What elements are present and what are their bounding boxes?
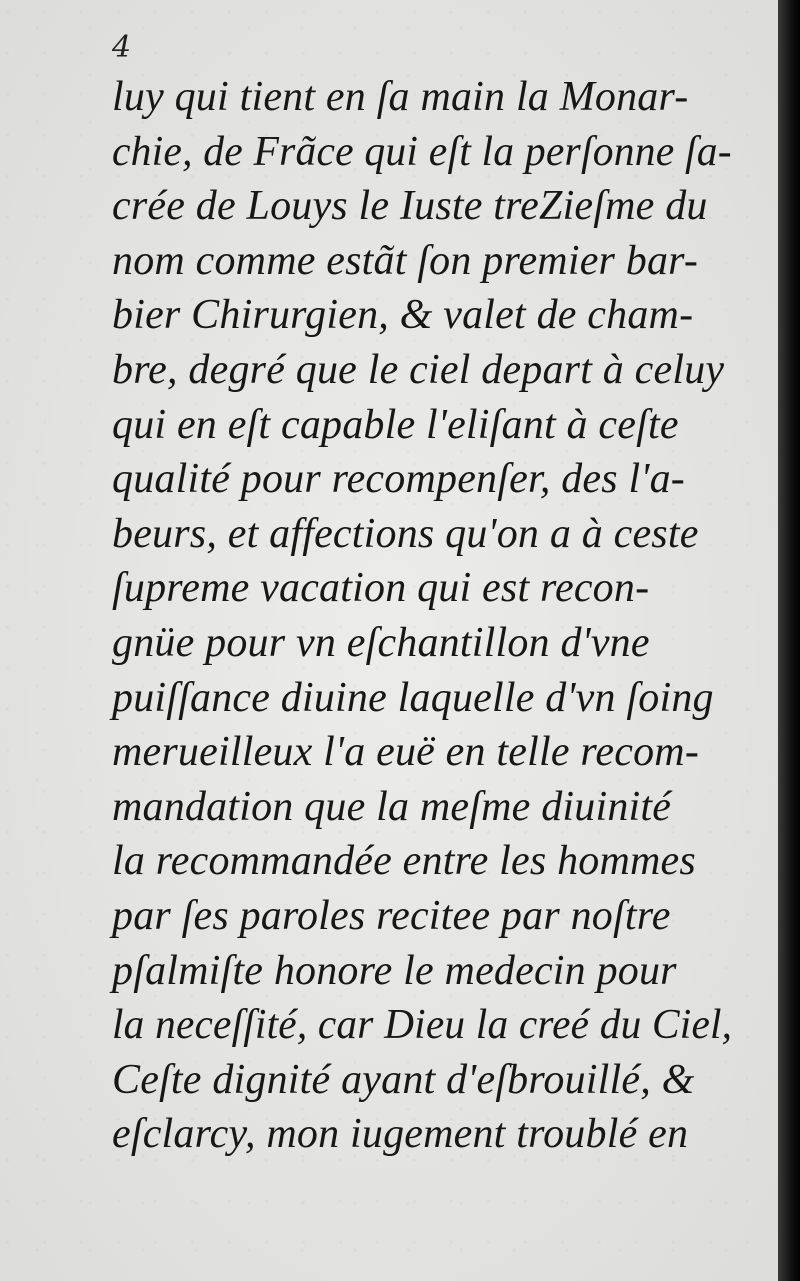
page-edge-shadow: [778, 0, 800, 1281]
page-number: 4: [112, 30, 132, 65]
text-line: qualité pour recompenſer, des l'a-: [112, 456, 685, 503]
text-line: puiſſance diuine laquelle d'vn ſoing: [112, 674, 714, 721]
text-line: Ceſte dignité ayant d'eſbrouillé, &: [112, 1056, 695, 1103]
text-line: bier Chirurgien, & valet de cham-: [112, 292, 694, 339]
text-line: mandation que la meſme diuinité: [112, 783, 672, 830]
text-line: merueilleux l'a euë en telle recom-: [112, 729, 700, 776]
text-line: la recommandée entre les hommes: [112, 838, 696, 885]
text-line: luy qui tient en ſa main la Monar-: [112, 74, 689, 120]
text-line: qui en eſt capable l'eliſant à ceſte: [112, 401, 679, 448]
text-line: eſclarcy, mon iugement troublé en: [112, 1111, 689, 1158]
text-line: pſalmiſte honore le medecin pour: [112, 947, 677, 994]
body-text: [112, 70, 732, 1162]
text-line: nom comme estãt ſon premier bar-: [112, 237, 699, 284]
text-line: bre, degré que le ciel depart à celuy: [112, 346, 725, 393]
text-line: beurs, et affections qu'on a à ceste: [112, 510, 699, 557]
text-line: ſupreme vacation qui est recon-: [112, 565, 650, 612]
text-line: gnüe pour vn eſchantillon d'vne: [112, 619, 650, 666]
text-line: par ſes paroles recitee par noſtre: [112, 892, 671, 939]
text-line: la neceſſité, car Dieu la creé du Ciel,: [112, 1002, 733, 1049]
text-line: chie, de Frãce qui eſt la perſonne ſa-: [112, 128, 732, 175]
text-line: crée de Louys le Iuste treZieſme du: [112, 183, 708, 230]
